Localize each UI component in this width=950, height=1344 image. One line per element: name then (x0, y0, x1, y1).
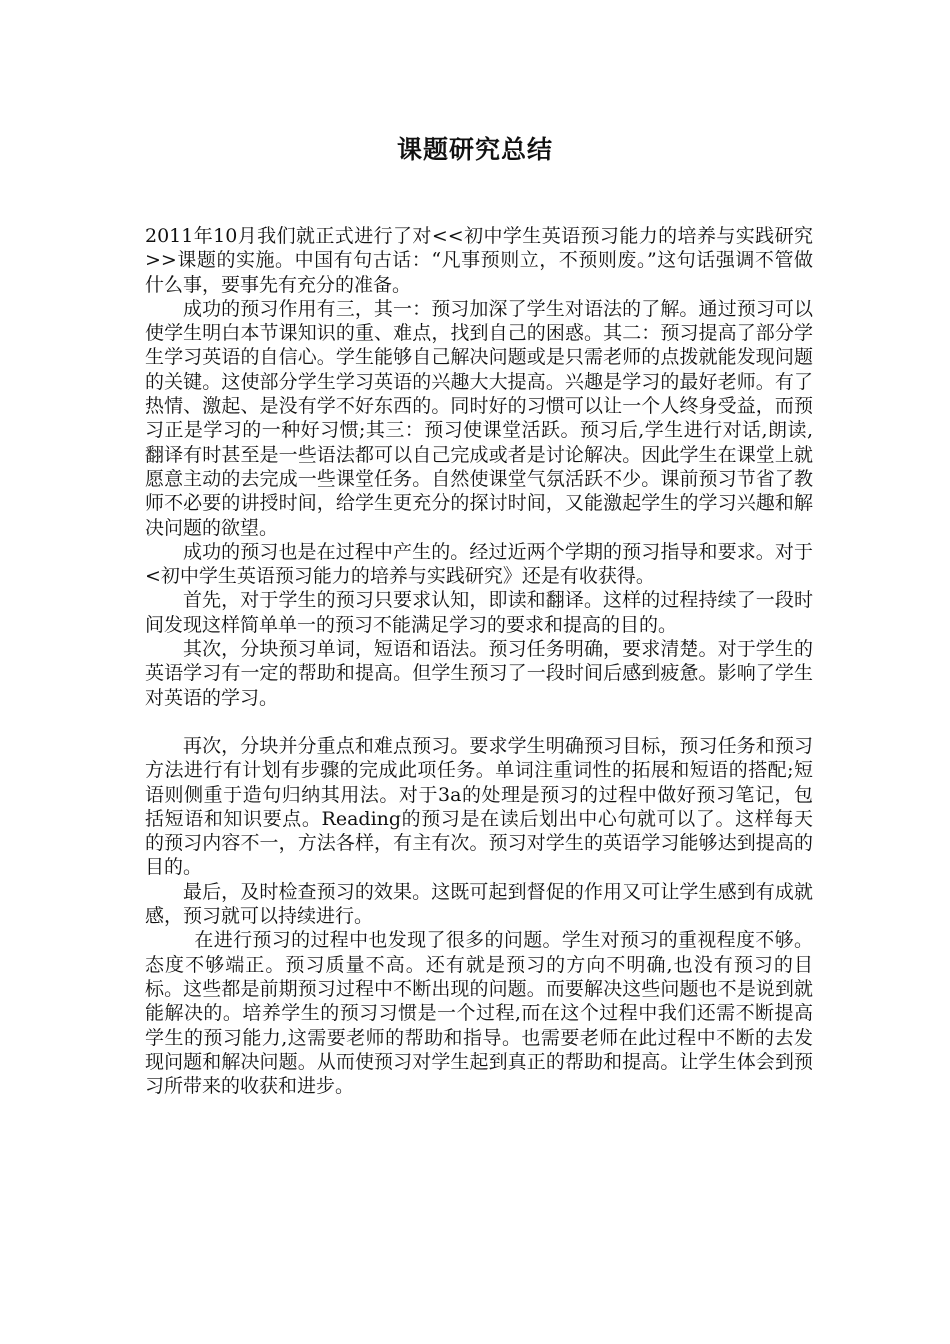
paragraph-second: 其次，分块预习单词，短语和语法。预习任务明确，要求清楚。对于学生的英语学习有一定的帮助和提高。但学生预习了一段时间后感到疲惫。影响了学生对英语的学习。 (145, 638, 813, 709)
paragraph-intro: 2011年10月我们就正式进行了对<<初中学生英语预习能力的培养与实践研究>>课题的实施。中国有句古话：“凡事预则立，不预则废。”这句话强调不管做什么事，要事先有充分的准备。 (145, 225, 813, 296)
paragraph-finally: 最后，及时检查预习的效果。这既可起到督促的作用又可让学生感到有成就感，预习就可以持续进行。 (145, 880, 813, 928)
paragraph-effects: 成功的预习作用有三，其一：预习加深了学生对语法的了解。通过预习可以使学生明白本节课知识的重、难点，找到自己的困惑。其二：预习提高了部分学生学习英语的自信心。学生能够自己解决问题或是只需老师的点拨就能发现问题的关键。这使部分学生学习英语的兴趣大大提高。兴趣是学习的最好老师。有了热情、激起、是没有学不好东西的。同时好的习惯可以让一个人终身受益，而预习正是学习的一种好习惯;其三：预习使课堂活跃。预习后,学生进行对话,朗读,翻译有时甚至是一些语法都可以自己完成或者是讨论解决。因此学生在课堂上就愿意主动的去完成一些课堂任务。自然使课堂气氛活跃不少。课前预习节省了教师不必要的讲授时间，给学生更充分的探讨时间，又能激起学生的学习兴趣和解决问题的欲望。 (145, 297, 813, 539)
document-title: 课题研究总结 (396, 135, 553, 164)
paragraph-problems: 在进行预习的过程中也发现了很多的问题。学生对预习的重视程度不够。态度不够端正。预习质量不高。还有就是预习的方向不明确,也没有预习的目标。这些都是前期预习过程中不断出现的问题。而要解决这些问题也不是说到就能解决的。培养学生的预习习惯是一个过程,而在这个过程中我们还需不断提高学生的预习能力,这需要老师的帮助和指导。也需要老师在此过程中不断的去发现问题和解决问题。从而使预习对学生起到真正的帮助和提高。让学生体会到预习所带来的收获和进步。 (145, 929, 813, 1098)
paragraph-third: 再次，分块并分重点和难点预习。要求学生明确预习目标，预习任务和预习方法进行有计划有步骤的完成此项任务。单词注重词性的拓展和短语的搭配;短语则侧重于造句归纳其用法。对于3a的处理是预习的过程中做好预习笔记，包括短语和知识要点。Reading的预习是在读后划出中心句就可以了。这样每天的预习内容不一，方法各样，有主有次。预习对学生的英语学习能够达到提高的目的。 (145, 734, 813, 879)
paragraph-process: 成功的预习也是在过程中产生的。经过近两个学期的预习指导和要求。对于<初中学生英语预习能力的培养与实践研究》还是有收获得。 (145, 540, 813, 588)
paragraph-spacer (145, 710, 813, 734)
paragraph-first: 首先，对于学生的预习只要求认知，即读和翻译。这样的过程持续了一段时间发现这样简单单一的预习不能满足学习的要求和提高的目的。 (145, 589, 813, 636)
document-body (145, 224, 813, 1098)
